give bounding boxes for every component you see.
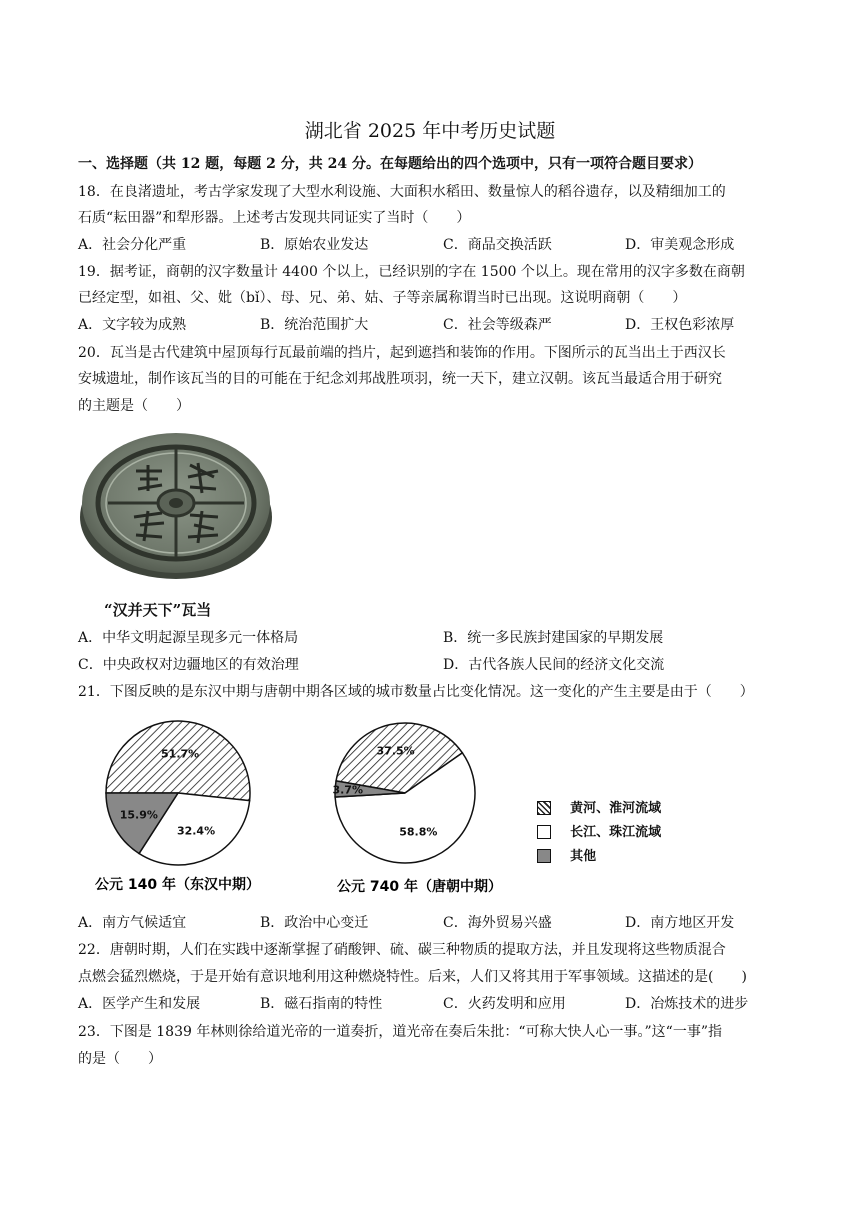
pie-chart-740	[332, 723, 475, 863]
pie-740-label-other: 3.7%	[332, 783, 363, 797]
q18-line1: 18．在良渚遗址，考古学家发现了大型水利设施、大面积水稻田、数量惊人的稻谷遗存，以及精细加工的	[78, 184, 726, 200]
legend-swatch-white	[537, 825, 551, 839]
q23-line2: 的是（ ）	[78, 1051, 162, 1067]
q22-option-a: A．医学产生和发展	[78, 996, 201, 1012]
q18-option-a: A．社会分化严重	[78, 237, 187, 253]
q22-option-b: B．磁石指南的特性	[260, 996, 383, 1012]
q19-line2: 已经定型，如祖、父、妣（bǐ）、母、兄、弟、姑、子等亲属称谓当时已出现。这说明商朝（ ）	[78, 290, 687, 306]
pie-chart-740-title: 公元 740 年（唐朝中期）	[337, 879, 502, 895]
q18-line2: 石质“耘田器”和犁形器。上述考古发现共同证实了当时（ ）	[78, 210, 471, 226]
legend	[537, 797, 661, 869]
q19-line1: 19．据考证，商朝的汉字数量计 4400 个以上，已经识别的字在 1500 个以上。现在常用的汉字多数在商朝	[78, 264, 745, 280]
pie-140-slice-huanghe	[106, 721, 250, 801]
q18-option-b: B．原始农业发达	[260, 237, 369, 253]
tile-end-caption: “汉并天下”瓦当	[104, 601, 212, 619]
pie-740-label-huanghe: 37.5%	[376, 744, 415, 758]
legend-item-other	[537, 845, 661, 869]
q21-line1: 21．下图反映的是东汉中期与唐朝中期各区域的城市数量占比变化情况。这一变化的产生主要是由于（ ）	[78, 684, 754, 700]
tile-end-image	[78, 425, 274, 585]
q20-line3: 的主题是（ ）	[78, 398, 190, 414]
q19-option-b: B．统治范围扩大	[260, 317, 369, 333]
q23-line1: 23．下图是 1839 年林则徐给道光帝的一道奏折，道光帝在奏后朱批：“可称大快人心一事。”这“一事”指	[78, 1024, 722, 1040]
q22-line1: 22．唐朝时期，人们在实践中逐渐掌握了硝酸钾、硫、碳三种物质的提取方法，并且发现将这些物质混合	[78, 942, 726, 958]
legend-item-huanghe	[537, 797, 661, 821]
q20-option-d: D．古代各族人民间的经济文化交流	[443, 657, 665, 673]
q20-option-c: C．中央政权对边疆地区的有效治理	[78, 657, 299, 673]
pie-140-label-huanghe: 51.7%	[161, 747, 200, 761]
q20-line1: 20．瓦当是古代建筑中屋顶每行瓦最前端的挡片，起到遮挡和装饰的作用。下图所示的瓦当出土于西汉长	[78, 345, 726, 361]
q18-option-d: D．审美观念形成	[625, 237, 735, 253]
q22-line2: 点燃会猛烈燃烧，于是开始有意识地利用这种燃烧特性。后来，人们又将其用于军事领域。这描述的是( )	[78, 969, 747, 985]
q21-option-a: A．南方气候适宜	[78, 915, 187, 931]
q21-option-b: B．政治中心变迁	[260, 915, 369, 931]
pie-chart-140	[106, 721, 250, 865]
q22-option-c: C．火药发明和应用	[443, 996, 566, 1012]
q20-option-a: A．中华文明起源呈现多元一体格局	[78, 630, 299, 646]
q18-option-c: C．商品交换活跃	[443, 237, 552, 253]
q20-option-b: B．统一多民族封建国家的早期发展	[443, 630, 664, 646]
pie-140-label-other: 15.9%	[119, 808, 158, 822]
pie-140-label-changjiang: 32.4%	[176, 824, 216, 838]
legend-swatch-hatch	[537, 801, 551, 815]
pie-740-label-changjiang: 58.8%	[399, 825, 438, 839]
q21-option-c: C．海外贸易兴盛	[443, 915, 552, 931]
legend-label-other: 其他	[570, 849, 597, 864]
q20-line2: 安城遗址，制作该瓦当的目的可能在于纪念刘邦战胜项羽，统一天下，建立汉朝。该瓦当最适合用于研究	[78, 371, 722, 387]
section-heading: 一、选择题（共 12 题，每题 2 分，共 24 分。在每题给出的四个选项中，只有一项符合题目要求）	[78, 156, 702, 172]
legend-swatch-other	[537, 849, 551, 863]
legend-label-huanghe: 黄河、淮河流域	[570, 801, 662, 816]
pie-chart-140-title: 公元 140 年（东汉中期）	[95, 877, 260, 893]
page-title: 湖北省 2025 年中考历史试题	[304, 120, 556, 142]
q19-option-c: C．社会等级森严	[443, 317, 552, 333]
q22-option-d: D．冶炼技术的进步	[625, 996, 749, 1012]
q21-option-d: D．南方地区开发	[625, 915, 735, 931]
q19-option-d: D．王权色彩浓厚	[625, 317, 735, 333]
q19-option-a: A．文字较为成熟	[78, 317, 187, 333]
legend-label-changjiang: 长江、珠江流域	[570, 825, 662, 840]
pie-charts	[78, 705, 778, 905]
legend-item-changjiang	[537, 821, 661, 845]
